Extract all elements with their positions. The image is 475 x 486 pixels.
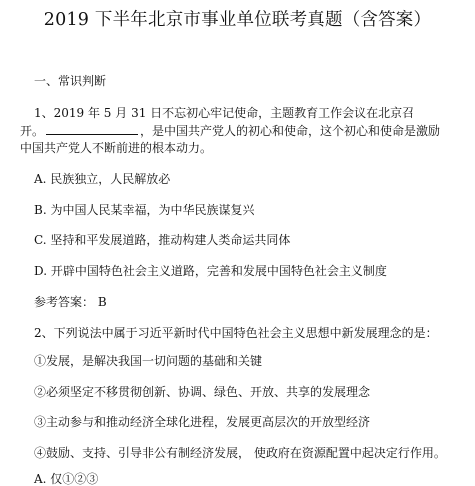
- q1-option-b: B. 为中国人民某幸福，为中华民族谋复兴: [34, 203, 255, 217]
- q2-item-3: ③主动参与和推动经济全球化进程，发展更高层次的开放型经济: [34, 415, 371, 429]
- document-title: 2019 下半年北京市事业单位联考真题（含答案）: [43, 10, 432, 30]
- q1-stem-line2: [20, 124, 440, 138]
- q1-answer: 参考答案： B: [34, 295, 107, 309]
- answer-blank: [46, 124, 138, 135]
- q1-option-c: C. 坚持和平发展道路，推动构建人类命运共同体: [34, 233, 291, 247]
- section-heading: 一、常识判断: [34, 74, 107, 88]
- q1-stem-line2-post: ，是中国共产党人的初心和使命，这个初心和使命是激励: [140, 124, 441, 138]
- q1-stem-line3: 中国共产党人不断前进的根本动力。: [20, 141, 213, 155]
- q1-stem-line2-pre: 开。: [20, 124, 45, 138]
- q1-stem-line1: 1、2019 年 5 月 31 日不忘初心牢记使命，主题教育工作会议在北京召: [34, 106, 415, 120]
- q1-option-d: D. 开辟中国特色社会主义道路，完善和发展中国特色社会主义制度: [34, 264, 387, 278]
- q2-stem: 2、下列说法中属于习近平新时代中国特色社会主义思想中新发展理念的是：: [34, 326, 438, 340]
- q2-item-1: ①发展，是解决我国一切问题的基础和关键: [34, 354, 263, 368]
- q2-item-2: ②必须坚定不移贯彻创新、协调、绿色、开放、共享的发展理念: [34, 385, 371, 399]
- q2-option-a: A. 仅①②③: [34, 472, 99, 486]
- q1-option-a: A. 民族独立，人民解放必: [34, 172, 171, 186]
- q2-item-4: ④鼓励、支持、引导非公有制经济发展， 使政府在资源配置中起决定行作用。: [34, 446, 446, 460]
